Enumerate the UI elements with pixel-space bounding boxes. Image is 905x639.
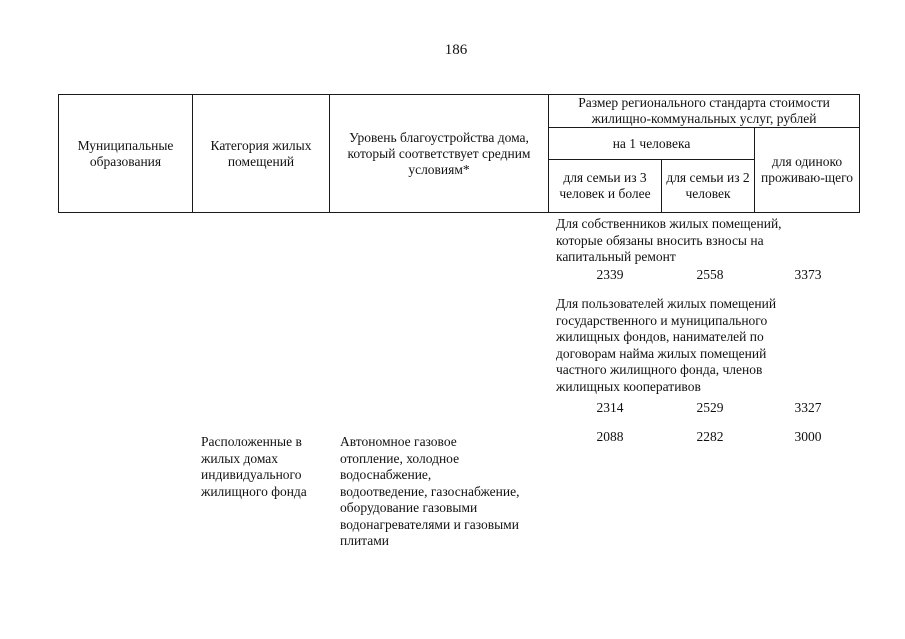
row-level-line: Автономное газовое [340, 434, 457, 449]
section-owners-line: которые обязаны вносить взносы на [556, 232, 764, 248]
row-category-line: жилищного фонда [201, 483, 307, 499]
row-value-family-3: 2088 [596, 429, 624, 444]
section-users-line: жилищных фондов, нанимателей по [556, 329, 764, 344]
header-family-2: для семьи из 2 человек [662, 160, 755, 213]
row-level-line: плитами [340, 533, 390, 548]
section-owners-line: капитальный ремонт [556, 249, 676, 264]
row-level-line: отопление, холодное [340, 450, 460, 466]
section-owners-title [556, 216, 856, 266]
row-level-line: оборудование газовыми [340, 500, 478, 515]
section-users-line: Для пользователей жилых помещений [556, 296, 777, 311]
header-category: Категория жилых помещений [193, 95, 330, 213]
header-municipal: Муниципальные образования [59, 95, 193, 213]
section-users-line: частного жилищного фонда, членов [556, 362, 763, 377]
row-level-line: водоснабжение, [340, 467, 432, 482]
page-number: 186 [444, 42, 468, 58]
row-value-single: 3000 [794, 429, 822, 444]
row-level [340, 434, 555, 550]
row-category-line: индивидуального [201, 467, 302, 482]
owners-value-family-3: 2339 [596, 267, 624, 282]
header-family-3: для семьи из 3 человек и более [549, 160, 662, 213]
row-level-line: водоотведение, газоснабжение, [340, 483, 520, 499]
row-level-line: водонагревателями и газовыми [340, 516, 519, 532]
header-standard: Размер регионального стандарта стоимости жилищно-коммунальных услуг, рублей [549, 95, 860, 128]
section-users-line: государственного и муниципального [556, 312, 768, 328]
owners-value-single: 3373 [794, 267, 822, 282]
row-category-line: Расположенные в [201, 434, 302, 449]
row-category-line: жилых домах [201, 450, 279, 466]
header-single: для одиноко проживаю-щего [755, 128, 860, 213]
users-value-single: 3327 [794, 400, 822, 415]
section-owners-line: Для собственников жилых помещений, [556, 216, 782, 231]
header-level: Уровень благоустройства дома, который соответствует средним условиям* [330, 95, 549, 213]
users-value-family-2: 2529 [696, 400, 724, 415]
section-users-line: жилищных кооперативов [556, 378, 701, 394]
section-users-line: договорам найма жилых помещений [556, 345, 767, 361]
users-value-family-3: 2314 [596, 400, 624, 415]
owners-value-family-2: 2558 [696, 267, 724, 282]
section-users-title [556, 296, 856, 395]
row-value-family-2: 2282 [696, 429, 724, 444]
row-category [201, 434, 331, 500]
header-per-person: на 1 человека [549, 128, 755, 160]
header-table [58, 94, 860, 213]
